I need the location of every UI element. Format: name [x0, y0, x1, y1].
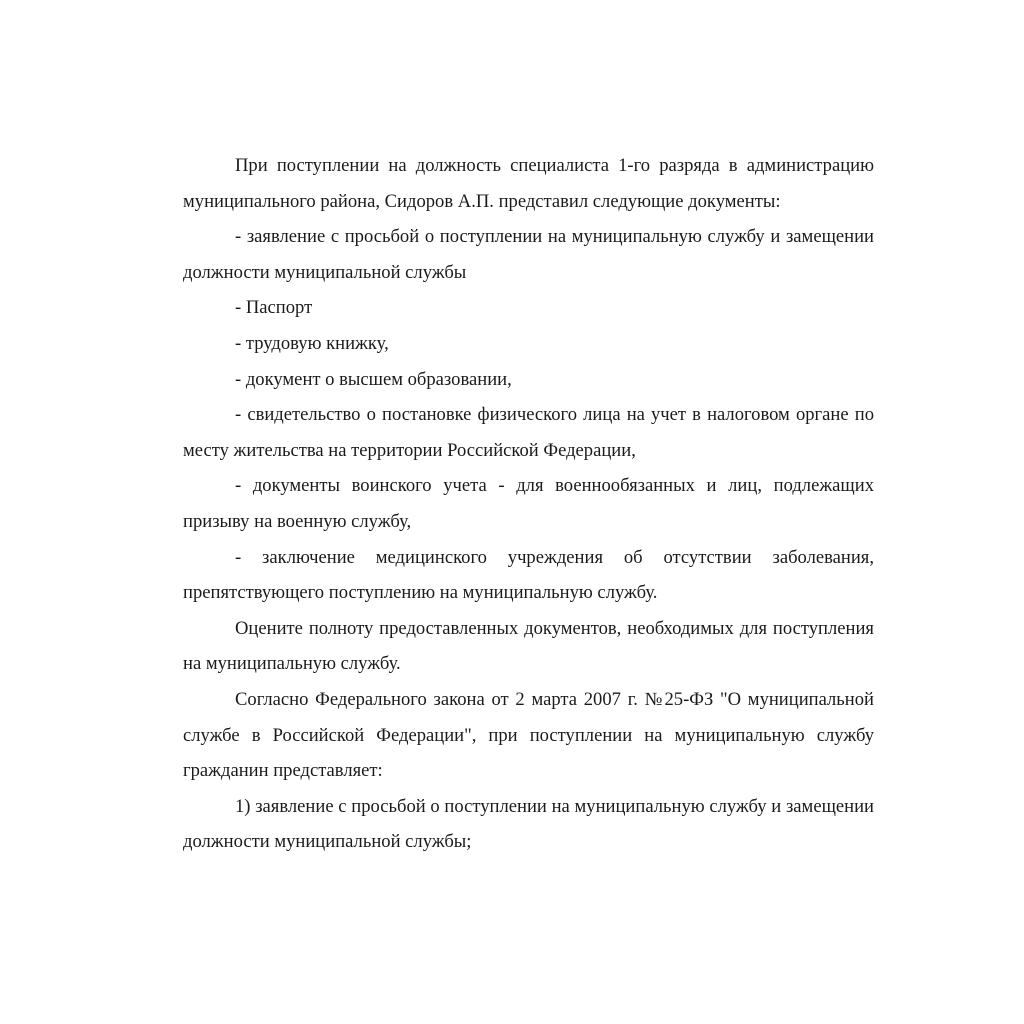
paragraph-item-application: - заявление с просьбой о поступлении на муниципальную службу и замещении должности муниципальной службы [183, 226, 874, 283]
document-page [183, 148, 874, 860]
paragraph-item-work-record: - трудовую книжку, [235, 332, 389, 354]
paragraph-law-reference: Согласно Федерального закона от 2 марта 2007 г. №25-ФЗ "О муниципальной службе в Российской Федерации", при поступлении на муниципальную службу гражданин представляет: [183, 688, 874, 782]
paragraph-item-passport: - Паспорт [235, 297, 313, 319]
paragraph-item-military-docs: - документы воинского учета - для военнообязанных и лиц, подлежащих призыву на военную службу, [183, 475, 874, 532]
paragraph-case-intro: При поступлении на должность специалиста 1-го разряда в администрацию муниципального района, Сидоров А.П. представил следующие документы: [183, 155, 874, 212]
paragraph-task-question: Оцените полноту предоставленных документов, необходимых для поступления на муниципальную службу. [183, 617, 874, 675]
paragraph-item-medical-report: - заключение медицинского учреждения об отсутствии заболевания, препятствующего поступлению на муниципальную службу. [183, 546, 874, 604]
paragraph-item-diploma: - документ о высшем образовании, [235, 368, 512, 390]
paragraph-law-item-1: 1) заявление с просьбой о поступлении на муниципальную службу и замещении должности муниципальной службы; [183, 795, 874, 853]
paragraph-item-tax-certificate: - свидетельство о постановке физического лица на учет в налоговом органе по месту жительства на территории Российской Федерации, [183, 404, 874, 461]
